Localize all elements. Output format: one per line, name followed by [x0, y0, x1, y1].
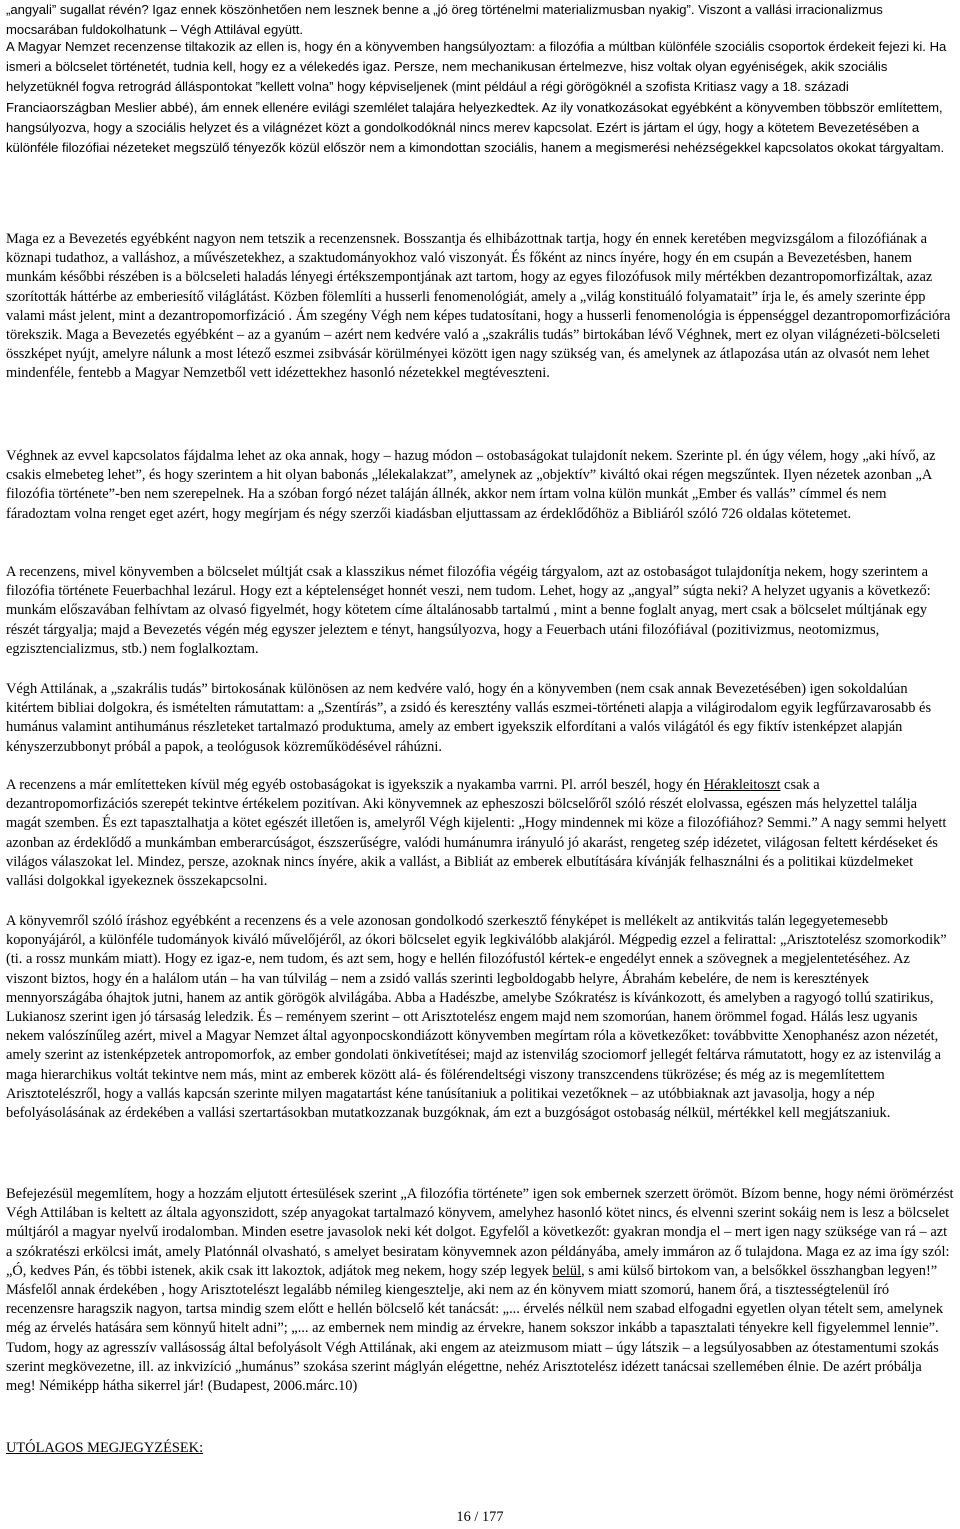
paragraph-arisztotelesz	[6, 912, 954, 1123]
paragraph-vegh-fajdalma	[6, 447, 954, 524]
paragraph-bevezetes-text: Maga ez a Bevezetés egyébként nagyon nem tetszik a recenzensnek. Bosszantja és elhibázottnak tartja, hogy én ennek keretében megvizsgálom a filozófiának a köznapi tudathoz, a valláshoz, a művészetekhez, a szaktudományokhoz való viszonyát. És főként az nincs ínyére, hogy én em csupán a Bevezetésben, hanem munkám későbbi részében is a bölcseleti haladás lényegi értékszempontjának azt tartom, hogy az egyes filozófusok mily mértékben dezantropomorfizáltak, azaz szorították háttérbe az emberiesítő világlátást. Közben fölemlíti a husserli fenomenológiát, amely a „világ konstituáló folyamatait” írja le, és amely szerinte épp valami mást jelent, mint a dezantropomorfizáció . Ám szegény Végh nem képes tudatosítani, hogy a husserli fenomenológia is éppenséggel dezantropomorfizációra törekszik. Maga a Bevezetés egyébként – az a gyanúm – azért nem kedvére való a „szakrális tudás” birtokában lévő Véghnek, mert ez olyan világnézeti-bölcseleti összképet nyújt, amelyre nálunk a most létező eszmei zsibvásár körülményei között igen nagy szükség van, és amelynek az átlapozása után az olvasót nem lehet mindenféle, fentebb a Magyar Nemzetből vett idézettekhez hasonló nézetekkel megtéveszteni.	[6, 231, 951, 382]
intro-text: „angyali” sugallat révén? Igaz ennek köszönhetően nem lesznek benne a „jó öreg történelmi materializmusban nyakig”. Viszont a vallási irracionalizmus mocsarában fuldokolhatunk – Végh Attilával együtt.	[6, 2, 883, 38]
paragraph-bevezetes	[6, 230, 954, 384]
paragraph-befejezes-text-2: , s ami külső birtokom van, a belsőkkel összhangban legyen!” Másfelől annak érdekében , hogy Arisztotelészt legalább némileg kiengesztelje, aki nem az én könyvem miatt szomorú, hanem őrá, a tisztességtelenül író recenzensre haragszik nagyon, tartsa mindig szem előtt e hellén bölcselő két tanácsát: „... érvelés nélkül nem szabad elfogadni egyetlen olyan tételt sem, amelynek még az érvelés hatására sem könnyű hitelt adni”; „... az embernek nem mindig az érvekre, hanem sokszor inkább a tapasztalati tényekre kell figyelemmel lennie”. Tudom, hogy az agresszív vallásosság által befolyásolt Végh Attilának, aki engem az ateizmusom miatt – úgy látszik – a legsúlyosabben az ótestamentumi szokás szerint megkövezetne, ill. az inkvizíció „humánus” szokása szerint máglyán elégettne, nehéz Arisztotelész idézett tanácsai szellemében élnie. De azért próbálja meg! Némiképp hátha sikerrel jár! (Budapest, 2006.márc.10)	[6, 1262, 944, 1395]
belul-underlined: belül	[552, 1262, 582, 1279]
paragraph-recenzens-feuerbach	[6, 563, 954, 659]
paragraph-befejezes-text-1: Befejezésül megemlítem, hogy a hozzám eljutott értesülések szerint „A filozófia története” igen sok embernek szerzett örömöt. Bízom benne, hogy némi örömérzést Végh Attilában is keltett az általa agyonszidott, szép anyagokat tartalmazó könyvem, amelyhez hasonló kötet nincs, és elvenni szerint sokáig nem is lesz a bölcselet múltjáról a magyar nyelvű irodalomban. Minden esetre javasolok neki két dolgot. Egyfelől a következőt: gyakran mondja el – mert igen nagy szüksége van rá – azt a szókratészi erkölcsi imát, amely Platónnál olvasható, s amelyet besiratam könyvemnek azon példányába, amely immáron az ő tulajdona. Maga ez az ima így szól: „Ó, kedves Pán, és többi istenek, akik csak itt lakoztok, adjátok meg nekem, hogy szép legyek	[6, 1186, 954, 1279]
paragraph-herakleitosz-text-1: A recenzens a már említetteken kívül még egyéb ostobaságokat is igyekszik a nyakamba varrni. Pl. arról beszél, hogy én	[6, 777, 704, 793]
page-number: 16 / 177	[456, 1509, 504, 1525]
paragraph-vegh-fajdalma-text: Véghnek az evvel kapcsolatos fájdalma lehet az oka annak, hogy – hazug módon – ostobaságokat tulajdonít nekem. Szerinte pl. én úgy vélem, hogy „aki hívő, az csakis elmebeteg lehet”, és hogy szerintem a hit olyan babonás „lélekalakzat”, amelynek az „objektív” kiváltó okai régen megszűntek. Ilyen nézetek azonban „A filozófia története”-ben nem szerepelnek. Ha a szóban forgó nézet taláján állnék, akkor nem írtam volna külön munkát „Ember és vallás” címmel és nem fáradoztam volna renget eget azért, hogy megírjam és négy szerzői kiadásban eljuttassam az érdeklődőhöz a Bibliáról szóló 726 oldalas kötetemet.	[6, 448, 936, 522]
paragraph-magyar-nemzet	[6, 37, 954, 158]
section-heading-utolagos: UTÓLAGOS MEGJEGYZÉSEK:	[6, 1440, 204, 1456]
paragraph-befejezes	[6, 1185, 954, 1396]
intro-paragraph	[6, 0, 954, 40]
herakleitosz-link[interactable]: Hérakleitoszt	[703, 777, 781, 793]
paragraph-magyar-nemzet-sans: A Magyar Nemzet recenzense tiltakozik az ellen is, hogy én a könyvemben hangsúlyoztam: a filozófia a múltban különféle szociális csoportok érdekeit fejezi ki. Ha ismeri a bölcselet történetét, tudnia kell, hogy ez a vélekedés igaz.	[6, 39, 947, 75]
paragraph-szakralis-tudas	[6, 680, 954, 757]
paragraph-magyar-nemzet-cont: Persze, nem mechanikusan értelmezve, hisz voltak olyan egyéniségek, akik szociális helyzetüknél fogva retrográd álláspontokat ”kellett volna” hogy képviseljenek (mint például a régi görögöknél a szofista Kritiasz vagy a 18. századi Franciaországban Meslier abbé), ám ennek ellenére evilági szemlélet talajára helyezkedtek. Az ily vonatkozásokat egyébként a könyvemben többször említettem, hangsúlyozva, hogy a szociális helyzet és a világnézet közt a gondolkodóknál nincs merev kapcsolat. Ezért is jártam el úgy, hogy a kötetem Bevezetésében a különféle filozófiai nézeteket megszülő tényezők közül először nem a kimondottan szociális, hanem a megismerési nehézségekkel kapcsolatos okokat tárgyaltam.	[6, 59, 945, 156]
paragraph-herakleitosz	[6, 776, 954, 891]
paragraph-szakralis-tudas-text: Végh Attilának, a „szakrális tudás” birtokosának különösen az nem kedvére való, hogy én a könyvemben (nem csak annak Bevezetésében) igen sokoldalúan kitértem bibliai dolgokra, és ismételten rámutattam: a „Szentírás”, a zsidó és keresztény vallás eszmei-történeti alapja a világirodalom egyik legfűrzavarosabb és humánus valamint antihumánus részleteket tartalmazó produktuma, amely az embert igyekszik elfordítani a valós világától és egy fiktív istenképzet alapján kényszerzubbonyt próbál a papok, a teológusok közreműködésével ráhúzni.	[6, 681, 932, 755]
paragraph-arisztotelesz-text: A könyvemről szóló íráshoz egyébként a recenzens és a vele azonosan gondolkodó szerkesztő fényképet is mellékelt az antikvitás talán legegyetemesebb koponyájáról, a különféle tudományok kiváló művelőjéről, az ókori bölcselet egyik legkiválóbb alakjáról. Mégpedig ezzel a felirattal: „Arisztotelész szomorkodik” (ti. a rossz munkám miatt). Hogy ez igaz-e, nem tudom, és azt sem, hogy e hellén filozófustól kértek-e engedélyt ennek a szövegnek a megjelentetéséhez. Az viszont biztos, hogy én a halálom után – ha van túlvilág – nem a zsidó vallás szerinti legboldogabb helyre, Ábrahám kebelére, de nem is keresztények mennyországába óhajtok jutni, hanem az antik görögök alvilágába. Abba a Hadészbe, amelybe Szókratész is kívánkozott, és amelyben a ragyogó tollú szatirikus, Lukianosz szerint igen jó társaság leledzik. És – reményem szerint – ott Arisztotelész engem majd nem szomorúan, hanem örömmel fogad. Hálás lesz ugyanis nekem valószínűleg azért, mivel a Magyar Nemzet által agyonpocskondiázott könyvemben megírtam róla a következőket: továbbvitte Xenophanész azon nézetét, amely szerint az istenképzetek antropomorfok, az ember gondolati önkivetítései; majd az istenvilág szociomorf jellegét feltárva rámutatott, hogy ez az istenvilág a maga hierarchikus voltát tekintve nem más, mint az emberek között alá- és fölérendeltségi viszony transzcendens tükrözése; és még az is megemlítettem Arisztotelészről, hogy a vallás kapcsán szerinte milyen magatartást kéne tanúsítaniuk a politikai vezetőknek – az utóbbiaknak azt javasolja, hogy a nép befolyásolásának az érdekében a vallási szertartásokban mutatkozzanak buzgóknak, ám ezt a buzgóságot ostobaság nélkül, mértékkel kell megjátszaniuk.	[6, 913, 947, 1122]
paragraph-recenzens-feuerbach-text: A recenzens, mivel könyvemben a bölcselet múltját csak a klasszikus német filozófia végéig tárgyalom, azt az ostobaságot tulajdonítja nekem, hogy szerintem a filozófia története Feuerbachhal lezárul. Hogy ezt a képtelenséget honnét veszi, nem tudom. Lehet, hogy az „angyal” súgta neki? A helyzet ugyanis a következő: munkám előszavában felhívtam az olvasó figyelmét, hogy kötetem címe általánosabb tartalmú , mint a benne foglalt anyag, mert csak a bölcselet múltjának egy részét tárgyalja; majd a Bevezetés végén még egyszer jeleztem e tényt, hangsúlyozva, hogy a Feuerbach utáni filozófiával (pozitivizmus, neotomizmus, egzisztencializmus, stb.) nem foglalkoztam.	[6, 564, 931, 657]
paragraph-herakleitosz-text-2: csak a dezantropomorfizációs szerepét tekintve értékelem pozitívan. Aki könyvemnek az epheszoszi bölcselőről szóló részét elolvassa, egészen más helyzettel találja magát szemben. És ezt tapasztalhatja a kötet egészét illetően is, amelyről Végh kijelenti: „Hogy mindennek mi köze a filozófiához? Semmi.” A nagy semmi helyett azonban az érdeklődő a munkámban emberarcúságot, észszerűségre, valódi humánumra irányuló jó akarást, rengeteg szép idézetet, világosan feltett kérdéseket és világos válaszokat lel. Mindez, persze, azoknak nincs ínyére, akik a vallást, a Bibliát az emberek elbutítására kívánják felhasználni és a politikai küzdelmeket vallási dolgokkal igyekeznek összekapcsolni.	[6, 777, 947, 890]
